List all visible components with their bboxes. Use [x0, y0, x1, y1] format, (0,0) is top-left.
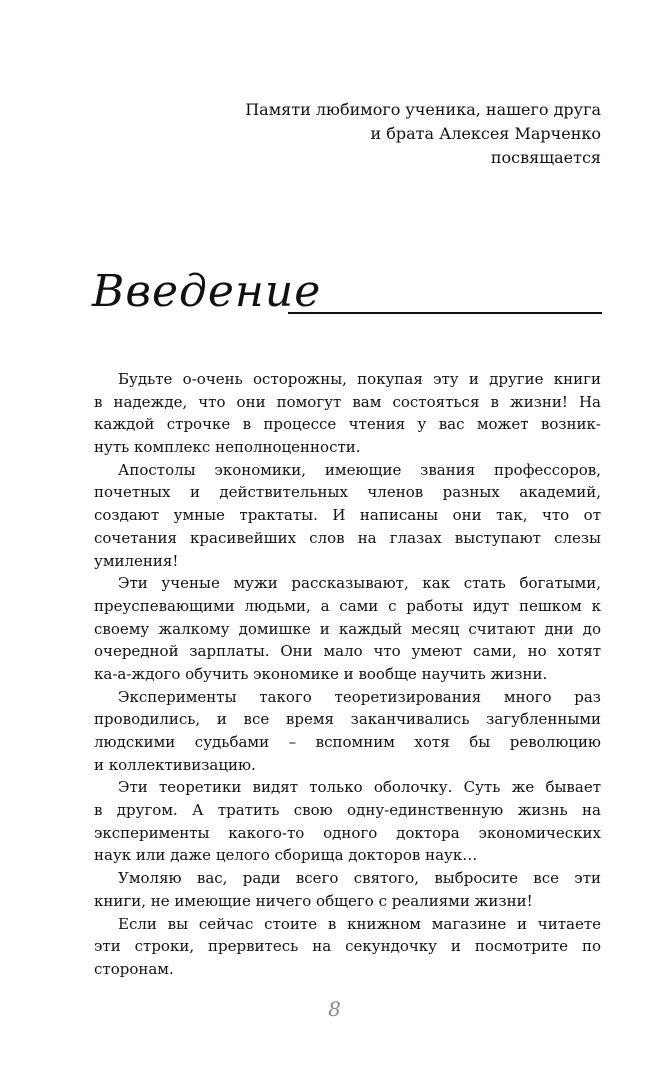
text-line: очередной зарплаты. Они мало что умеют сами, но хотят: [94, 642, 601, 661]
text-line: Будьте о-очень осторожны, покупая эту и другие книги: [118, 370, 601, 388]
text-line: сочетания красивейших слов на глазах выступают слезы: [94, 528, 601, 547]
text-line: Если вы сейчас стоите в книжном магазине и читаете: [118, 914, 601, 933]
text-line: преуспевающими людьми, а сами с работы идут пешком к: [94, 596, 601, 615]
paragraph: [94, 572, 601, 685]
paragraph: [94, 913, 601, 981]
text-line: проводились, и все время заканчивались загубленными: [94, 710, 601, 729]
text-line: людскими судьбами – вспомним хотя бы революцию: [94, 733, 601, 751]
dedication-line: и брата Алексея Марченко: [370, 124, 601, 143]
text-line: ка-а-ждого обучить экономике и вообще научить жизни.: [94, 664, 548, 683]
text-line: эксперименты какого-то одного доктора экономических: [94, 823, 601, 842]
chapter-heading: [92, 262, 602, 332]
body-text: [94, 368, 601, 981]
text-line: наук или даже целого сборища докторов наук…: [94, 846, 478, 865]
text-line: своему жалкому домишке и каждый месяц считают дни до: [94, 619, 601, 638]
text-line: в надежде, что они помогут вам состояться в жизни! На: [94, 392, 601, 411]
paragraph: [94, 776, 601, 867]
text-line: Эксперименты такого теоретизирования много раз: [118, 687, 601, 706]
paragraph: [94, 686, 601, 777]
text-line: Эти теоретики видят только оболочку. Суть же бывает: [118, 778, 601, 797]
dedication-line: Памяти любимого ученика, нашего друга: [245, 100, 601, 119]
paragraph: [94, 867, 601, 912]
chapter-title: Введение: [92, 266, 322, 317]
text-line: создают умные трактаты. И написаны они так, что от: [94, 506, 601, 525]
text-line: Апостолы экономики, имеющие звания профессоров,: [118, 460, 601, 479]
text-line: в другом. А тратить свою одну-единственную жизнь на: [94, 801, 601, 820]
paragraph: [94, 368, 601, 459]
text-line: эти строки, прервитесь на секундочку и посмотрите по: [94, 937, 601, 956]
text-line: и коллективизацию.: [94, 755, 256, 774]
text-line: каждой строчке в процессе чтения у вас может возник-: [94, 415, 601, 434]
text-line: умиления!: [94, 551, 179, 570]
text-line: нуть комплекс неполноценности.: [94, 438, 361, 457]
text-line: Эти ученые мужи рассказывают, как стать богатыми,: [118, 574, 601, 593]
dedication: [181, 98, 601, 170]
text-line: почетных и действительных членов разных академий,: [94, 483, 601, 502]
text-line: книги, не имеющие ничего общего с реалиями жизни!: [94, 891, 533, 910]
dedication-line: посвящается: [490, 148, 601, 167]
heading-rule: [288, 312, 602, 314]
text-line: Умоляю вас, ради всего святого, выбросите все эти: [118, 869, 601, 888]
paragraph: [94, 459, 601, 572]
page-number: 8: [328, 997, 341, 1021]
text-line: сторонам.: [94, 959, 174, 978]
